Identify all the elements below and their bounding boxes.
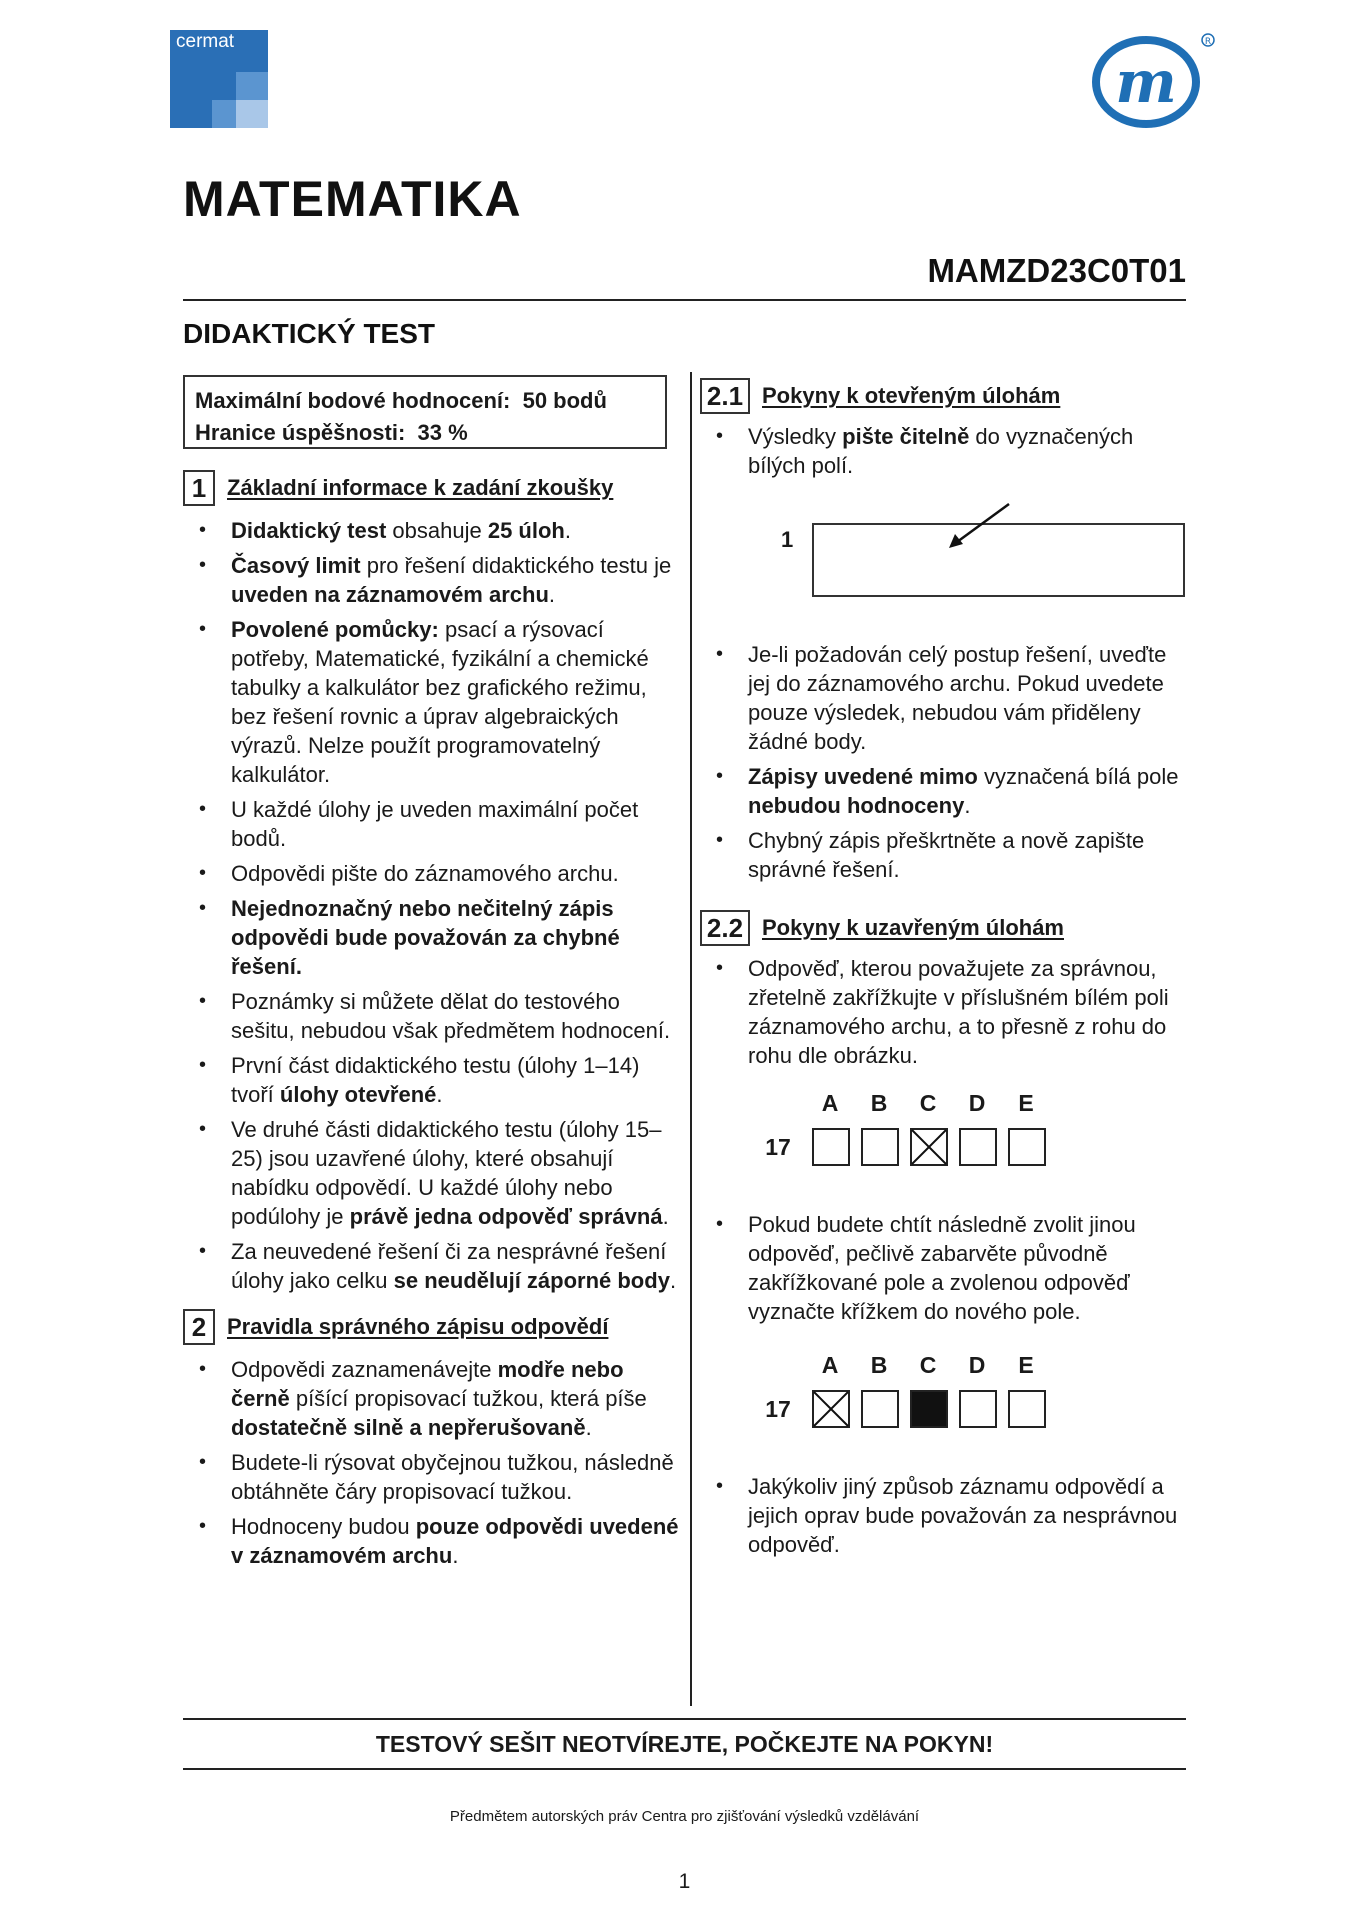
left-column: [183, 470, 683, 1576]
section-22-title: Pokyny k uzavřeným úlohám: [762, 915, 1064, 940]
grid-cell-filled: [910, 1390, 948, 1428]
list-item: • Odpovědi zaznamenávejte modře nebo černě píšící propisovací tužkou, která píše dostatečně silně a nepřerušovaně.: [183, 1355, 683, 1442]
section-22: [700, 910, 1190, 1076]
list-item: • U každé úlohy je uveden maximální počet bodů.: [183, 795, 683, 853]
list-item: • Didaktický test obsahuje 25 úloh.: [183, 516, 683, 545]
page-title: MATEMATIKA: [183, 171, 522, 227]
list-item: • Poznámky si můžete dělat do testového sešitu, nebudou však předmětem hodnocení.: [183, 987, 683, 1045]
list-item: • Výsledky pište čitelně do vyznačených bílých polí.: [700, 422, 1190, 480]
list-item: • Za neuvedené řešení či za nesprávné řešení úlohy jako celku se neudělují záporné body.: [183, 1237, 683, 1295]
section-1-number: 1: [183, 470, 215, 506]
grid-cell-empty: [861, 1128, 899, 1166]
section-21-title: Pokyny k otevřeným úlohám: [762, 383, 1061, 408]
grid-letter-b: B: [870, 1090, 888, 1116]
section-22-final: [700, 1472, 1190, 1565]
copyright-text: Předmětem autorských práv Centra pro zjišťování výsledků vzdělávání: [449, 1808, 920, 1825]
maturita-m-logo: [1090, 30, 1220, 130]
footer-divider-top: [183, 1718, 1186, 1720]
example-field-label: 1: [781, 527, 794, 552]
section-21-more: [700, 640, 1190, 890]
grid-letter-a: A: [821, 1352, 839, 1378]
list-item: • Budete-li rýsovat obyčejnou tužkou, následně obtáhněte čáry propisovací tužkou.: [183, 1448, 683, 1506]
list-item: • První část didaktického testu (úlohy 1–14) tvoří úlohy otevřené.: [183, 1051, 683, 1109]
section-22-list-a: [700, 954, 1190, 1070]
score-box: [183, 375, 667, 449]
grid-letter-e: E: [1018, 1090, 1034, 1116]
grid-letter-a: A: [821, 1090, 839, 1116]
list-item: • Hodnoceny budou pouze odpovědi uvedené v záznamovém archu.: [183, 1512, 683, 1570]
threshold-text: Hranice úspěšnosti: 33 %: [195, 420, 468, 445]
grid-cell-empty: [861, 1390, 899, 1428]
list-item: • Chybný zápis přeškrtněte a nově zapište správné řešení.: [700, 826, 1190, 884]
list-item: • Zápisy uvedené mimo vyznačená bílá pole nebudou hodnoceny.: [700, 762, 1190, 820]
cermat-logo-text: cermat: [176, 31, 235, 52]
do-not-open-notice: TESTOVÝ SEŠIT NEOTVÍREJTE, POČKEJTE NA POKYN!: [375, 1731, 994, 1757]
list-item: • Odpovědi pište do záznamového archu.: [183, 859, 683, 888]
section-2-title: Pravidla správného zápisu odpovědí: [227, 1314, 609, 1339]
list-item: • Ve druhé části didaktického testu (úlohy 15–25) jsou uzavřené úlohy, které obsahují nabídku odpovědí. U každé úlohy nebo podúlohy je právě jedna odpověď správná.: [183, 1115, 683, 1231]
section-21-number: 2.1: [700, 378, 750, 414]
test-code: MAMZD23C0T01: [927, 252, 1186, 289]
section-21-header: [700, 378, 1190, 414]
list-item: • Jakýkoliv jiný způsob záznamu odpovědí a jejich oprav bude považován za nesprávnou odpověď.: [700, 1472, 1190, 1559]
section-21-list-b: [700, 640, 1190, 884]
section-1-list: [183, 516, 683, 1295]
grid-task-number: 17: [765, 1396, 791, 1422]
section-22-number: 2.2: [700, 910, 750, 946]
grid-letter-c: C: [919, 1352, 937, 1378]
list-item: • Odpověď, kterou považujete za správnou, zřetelně zakřížkujte v příslušném bílém poli záznamového archu, a to přesně z rohu do rohu dle obrázku.: [700, 954, 1190, 1070]
section-1-title: Základní informace k zadání zkoušky: [227, 475, 614, 500]
list-item: • Pokud budete chtít následně zvolit jinou odpověď, pečlivě zabarvěte původně zakřížkované pole a zvolenou odpověď vyznačte křížkem do nového pole.: [700, 1210, 1190, 1326]
grid-letter-c: C: [919, 1090, 937, 1116]
list-item: • Povolené pomůcky: psací a rýsovací potřeby, Matematické, fyzikální a chemické tabulky a kalkulátor bez grafického režimu, bez řešení rovnic a úprav algebraických výrazů. Nelze použít programovatelný kalkulátor.: [183, 615, 683, 789]
column-divider: [690, 372, 692, 1706]
section-1-header: [183, 470, 683, 506]
section-21: [700, 378, 1190, 486]
grid-cell-empty: [959, 1390, 997, 1428]
grid-letter-e: E: [1018, 1352, 1034, 1378]
section-21-list-a: [700, 422, 1190, 480]
test-subtitle: DIDAKTICKÝ TEST: [183, 318, 435, 349]
grid-letter-d: D: [968, 1090, 986, 1116]
list-item: • Je-li požadován celý postup řešení, uveďte jej do záznamového archu. Pokud uvedete pouze výsledek, nebudou vám přiděleny žádné body.: [700, 640, 1190, 756]
section-2-header: [183, 1309, 683, 1345]
grid-letter-d: D: [968, 1352, 986, 1378]
max-points-text: Maximální bodové hodnocení: 50 bodů: [195, 388, 607, 413]
section-22-list-b: [700, 1210, 1190, 1326]
grid-cell-empty: [1008, 1390, 1046, 1428]
grid-cell-cross: [910, 1128, 948, 1166]
grid-cell-empty: [1008, 1128, 1046, 1166]
cermat-logo: [170, 30, 268, 128]
svg-text:R: R: [1204, 37, 1212, 47]
grid-cell-empty: [959, 1128, 997, 1166]
section-22-header: [700, 910, 1190, 946]
section-22-more: [700, 1210, 1190, 1332]
answer-grid-example-2: [760, 1352, 1060, 1432]
svg-text:m: m: [1115, 48, 1177, 116]
grid-letter-b: B: [870, 1352, 888, 1378]
page-number: 1: [678, 1870, 691, 1893]
footer-divider-bottom: [183, 1768, 1186, 1770]
grid-cell-cross: [812, 1390, 850, 1428]
section-22-list-c: [700, 1472, 1190, 1559]
header-divider: [183, 299, 1186, 301]
answer-grid-example-1: [760, 1090, 1060, 1170]
list-item: • Nejednoznačný nebo nečitelný zápis odpovědi bude považován za chybné řešení.: [183, 894, 683, 981]
grid-task-number: 17: [765, 1134, 791, 1160]
section-2-number: 2: [183, 1309, 215, 1345]
grid-cell-empty: [812, 1128, 850, 1166]
list-item: • Časový limit pro řešení didaktického testu je uveden na záznamovém archu.: [183, 551, 683, 609]
arrow-icon: [945, 500, 1015, 550]
section-2-list: [183, 1355, 683, 1570]
